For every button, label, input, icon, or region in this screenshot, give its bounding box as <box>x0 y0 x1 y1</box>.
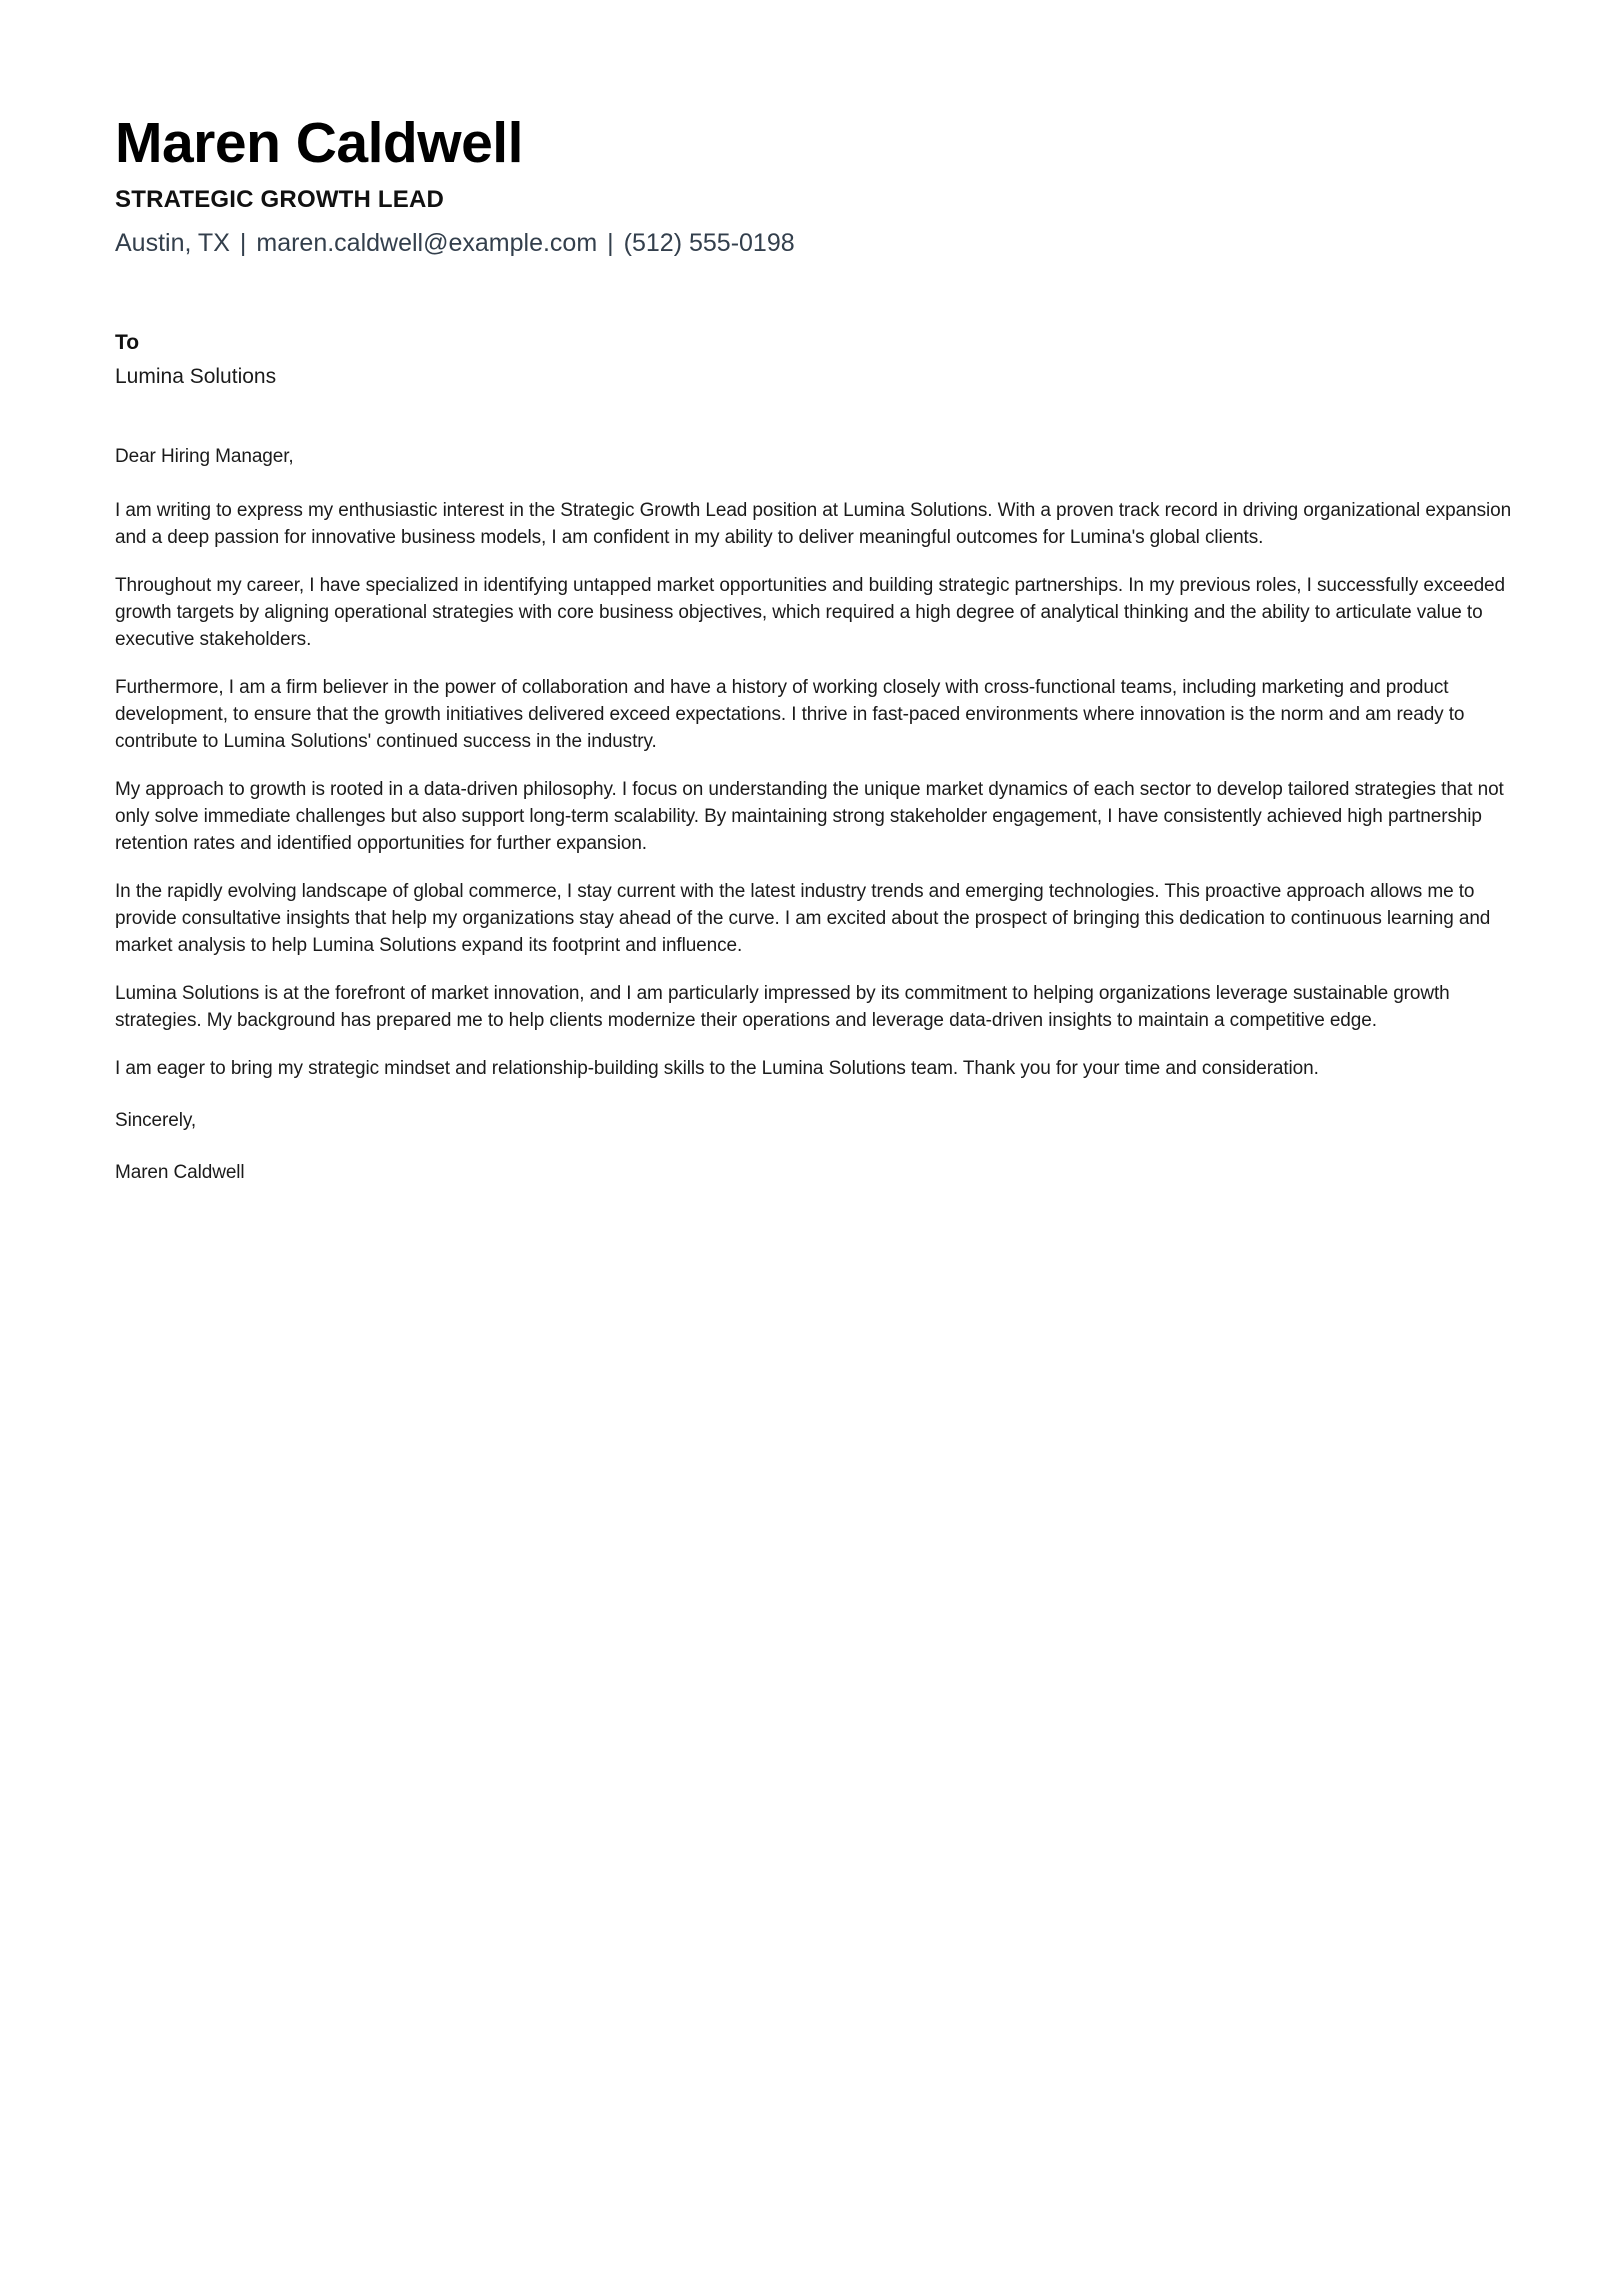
contact-location: Austin, TX <box>115 228 230 257</box>
letter-paragraph: My approach to growth is rooted in a data-driven philosophy. I focus on understanding the unique market dynamics of each sector to develop tailored strategies that not only solve immediate challenges but also support long-term scalability. By maintaining strong stakeholder engagement, I have consistently achieved high partnership retention rates and identified opportunities for further expansion. <box>115 778 1504 854</box>
recipient-company-name: Lumina Solutions <box>115 365 277 389</box>
recipient-block <box>115 329 1535 391</box>
contact-phone: (512) 555-0198 <box>623 228 795 257</box>
letter-paragraph: I am writing to express my enthusiastic interest in the Strategic Growth Lead position at Lumina Solutions. With a proven track record in driving organizational expansion and a deep passion for innovative business models, I am confident in my ability to deliver meaningful outcomes for Lumina's global clients. <box>115 499 1512 548</box>
candidate-job-title: STRATEGIC GROWTH LEAD <box>115 185 445 213</box>
letter-paragraph: Throughout my career, I have specialized in identifying untapped market opportunities and building strategic partnerships. In my previous roles, I successfully exceeded growth targets by aligning operational strategies with core business objectives, which required a high degree of analytical thinking and the ability to articulate value to executive stakeholders. <box>115 574 1505 650</box>
letter-paragraph: Lumina Solutions is at the forefront of market innovation, and I am particularly impressed by its commitment to helping organizations leverage sustainable growth strategies. My background has prepared me to help clients modernize their operations and leverage data-driven insights to maintain a competitive edge. <box>115 982 1450 1031</box>
letter-signature: Maren Caldwell <box>115 1161 245 1183</box>
contact-email: maren.caldwell@example.com <box>256 228 598 257</box>
letter-salutation: Dear Hiring Manager, <box>115 445 294 467</box>
letter-paragraph: In the rapidly evolving landscape of global commerce, I stay current with the latest industry trends and emerging technologies. This proactive approach allows me to provide consultative insights that help my organizations stay ahead of the curve. I am excited about the prospect of bringing this dedication to continuous learning and market analysis to help Lumina Solutions expand its footprint and influence. <box>115 880 1491 956</box>
letter-paragraph: Furthermore, I am a firm believer in the power of collaboration and have a history of working closely with cross-functional teams, including marketing and product development, to ensure that the growth initiatives delivered exceed expectations. I thrive in fast-paced environments where innovation is the norm and am ready to contribute to Lumina Solutions' continued success in the industry. <box>115 676 1465 752</box>
letter-body <box>115 443 1535 1186</box>
cover-letter-content <box>115 112 1535 1186</box>
contact-separator: | <box>239 228 247 257</box>
letter-header <box>115 112 1535 259</box>
contact-separator: | <box>607 228 614 257</box>
recipient-to-label: To <box>115 331 140 355</box>
candidate-name: Maren Caldwell <box>115 111 523 175</box>
letter-closing: Sincerely, <box>115 1109 197 1131</box>
contact-info-line <box>115 227 1535 260</box>
letter-paragraph: I am eager to bring my strategic mindset and relationship-building skills to the Lumina Solutions team. Thank you for your time and consideration. <box>115 1057 1319 1079</box>
